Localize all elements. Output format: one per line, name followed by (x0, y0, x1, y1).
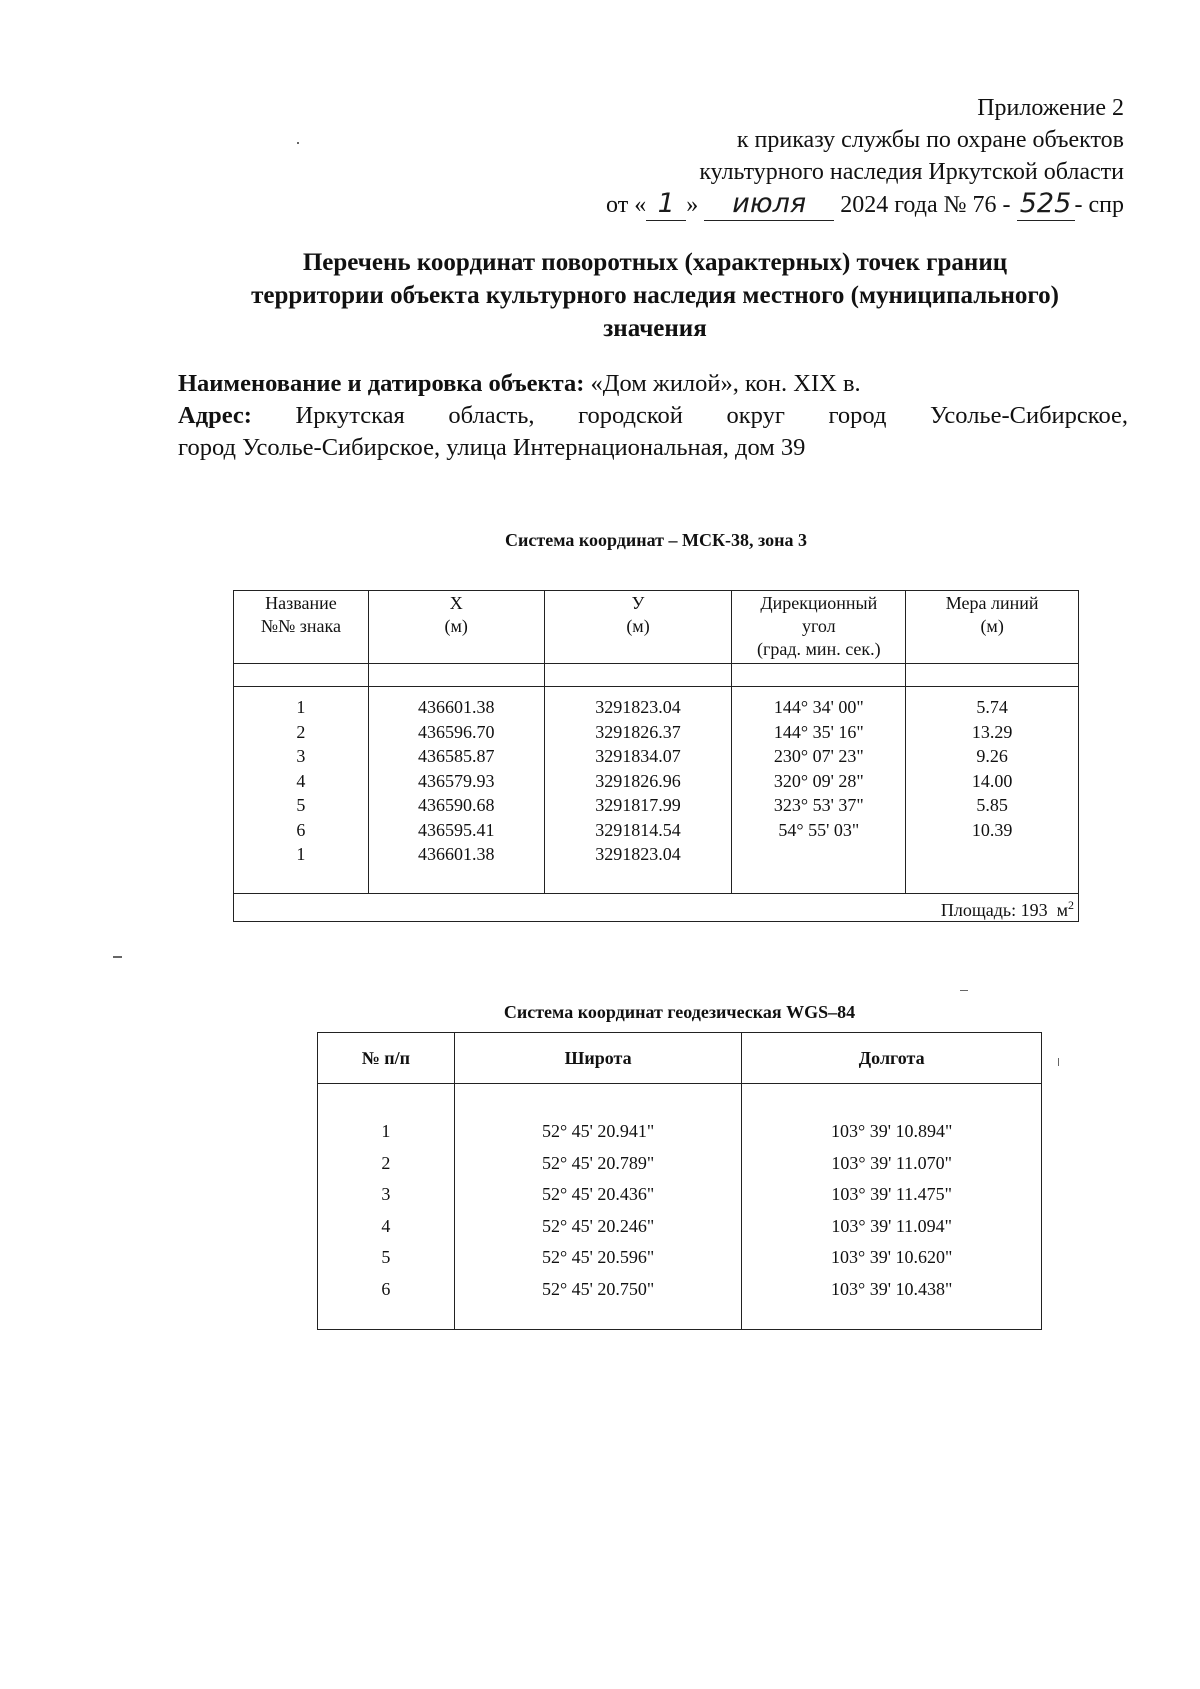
appendix-line-2: к приказу службы по охране объектов (736, 127, 1124, 153)
scan-speck (1058, 1058, 1059, 1066)
appendix-line-3: культурного наследия Иркутской области (699, 159, 1124, 185)
appendix-line-1: Приложение 2 (977, 95, 1124, 121)
table-cell: 103° 39' 11.070" (831, 1152, 952, 1173)
table-cell: 144° 35' 16" (773, 721, 864, 742)
object-name-line (178, 368, 1128, 400)
header-y-line-2: (м) (626, 616, 650, 636)
order-date-line (424, 188, 1124, 221)
table-cell: 103° 39' 11.475" (831, 1184, 952, 1204)
header-y-line-1: У (631, 593, 645, 613)
column-number (318, 1084, 455, 1330)
header-latitude: Широта (454, 1033, 742, 1084)
table-cell: 144° 34' 00" (773, 697, 864, 717)
table-cell: 52° 45' 20.750" (541, 1278, 655, 1299)
document-title (120, 246, 1190, 345)
header-angle-line-3: (град. мин. сек.) (757, 639, 881, 659)
table-cell: 436596.70 (417, 721, 495, 742)
table-cell: 10.39 (971, 819, 1013, 840)
header-longitude: Долгота (742, 1033, 1042, 1084)
table-cell: 103° 39' 10.620" (831, 1247, 953, 1267)
table-cell: 14.00 (971, 770, 1013, 791)
column-angle (732, 687, 906, 894)
date-quote-close: » (686, 192, 699, 218)
table-cell: 103° 39' 10.438" (831, 1278, 953, 1299)
column-point-numbers (234, 687, 369, 894)
msk-coordinates-table (233, 590, 1079, 922)
order-year-text: 2024 года № 76 - (840, 192, 1011, 218)
header-x (368, 591, 544, 664)
title-line-3: значения (603, 315, 707, 342)
header-name-line-2: №№ знака (260, 616, 341, 636)
scan-speck (297, 142, 299, 144)
table-cell: 52° 45' 20.596" (541, 1247, 655, 1267)
column-y (544, 687, 732, 894)
table-cell: 5 (296, 795, 306, 815)
table-cell: 436595.41 (417, 819, 495, 840)
address-label: Адрес: (178, 402, 252, 429)
table-cell: 3291823.04 (595, 697, 681, 717)
column-x (368, 687, 544, 894)
handwritten-day: 1 (646, 188, 686, 221)
wgs-table-caption: Система координат геодезическая WGS–84 (503, 1002, 856, 1022)
table-cell: 5.74 (976, 697, 1008, 717)
header-length-line-2: (м) (980, 616, 1004, 636)
table-cell: 52° 45' 20.789" (541, 1152, 655, 1173)
table-cell: 3 (381, 1184, 391, 1204)
area-cell (234, 893, 1079, 921)
table-cell: 52° 45' 20.246" (541, 1215, 655, 1236)
title-line-2: территории объекта культурного наследия местного (муниципального) (251, 282, 1059, 309)
header-length (906, 591, 1079, 664)
table-cell: 103° 39' 11.094" (831, 1215, 952, 1236)
table-cell: 3291823.04 (595, 844, 681, 864)
wgs-coordinates-table (317, 1032, 1042, 1330)
handwritten-month: июля (704, 188, 834, 221)
table-cell: 1 (296, 697, 306, 717)
address-value-1: Иркутская область, городской округ город Усолье-Сибирское, (295, 402, 1129, 429)
appendix-header (424, 92, 1124, 221)
table-header-row (318, 1033, 1042, 1084)
column-length (906, 687, 1079, 894)
order-suffix: - спр (1074, 192, 1124, 218)
address-line-2: город Усолье-Сибирское, улица Интернациональная, дом 39 (178, 434, 806, 461)
table-cell: 320° 09' 28" (773, 770, 864, 791)
table-cell: 230° 07' 23" (773, 746, 864, 766)
table-data-row (318, 1084, 1042, 1330)
handwritten-order-number: 525 (1017, 188, 1075, 221)
object-name-label: Наименование и датировка объекта: (178, 370, 585, 397)
table-cell: 13.29 (971, 721, 1013, 742)
msk-table-caption: Система координат – МСК-38, зона 3 (505, 530, 807, 550)
header-length-line-1: Мера линий (945, 593, 1039, 613)
table-cell: 3 (296, 746, 306, 766)
table-cell: 4 (296, 770, 306, 791)
table-cell: 5 (381, 1247, 391, 1267)
table-cell: 1 (381, 1121, 391, 1141)
object-info (178, 368, 1128, 464)
table-cell: 436585.87 (417, 746, 495, 766)
table-cell: 6 (296, 819, 306, 840)
area-row (234, 893, 1079, 921)
table-cell: 5.85 (976, 795, 1008, 815)
column-longitude (742, 1084, 1042, 1330)
table-cell: 2 (296, 721, 306, 742)
area-unit: м (1056, 899, 1068, 920)
table-cell: 436579.93 (417, 770, 495, 791)
table-cell: 3291834.07 (595, 746, 681, 766)
table-cell: 3291814.54 (595, 819, 681, 840)
title-line-1: Перечень координат поворотных (характерных) точек границ (302, 249, 1008, 276)
area-label: Площадь: 193 (940, 899, 1048, 920)
table-cell: 52° 45' 20.436" (541, 1184, 655, 1204)
date-prefix: от « (606, 192, 647, 218)
scan-speck (113, 956, 122, 958)
table-cell: 3291826.37 (595, 721, 681, 742)
header-angle-line-2: угол (801, 616, 836, 636)
column-latitude (454, 1084, 742, 1330)
table-cell: 54° 55' 03" (778, 819, 860, 840)
address-line-1 (178, 400, 1128, 432)
header-angle (732, 591, 906, 664)
table-cell: 1 (296, 844, 306, 864)
table-spacer-row (234, 664, 1079, 687)
table-header-row (234, 591, 1079, 664)
scan-speck (960, 990, 968, 991)
table-cell: 436601.38 (417, 844, 495, 864)
table-cell: 436601.38 (417, 697, 495, 717)
table-cell: 436590.68 (417, 795, 495, 815)
table-cell: 103° 39' 10.894" (831, 1121, 953, 1141)
table-cell: 9.26 (976, 746, 1008, 766)
object-name-value: «Дом жилой», кон. XIX в. (590, 370, 861, 397)
area-exponent: 2 (1068, 897, 1074, 912)
header-name-line-1: Название (265, 593, 337, 613)
table-cell: 3291826.96 (595, 770, 681, 791)
header-number: № п/п (318, 1033, 455, 1084)
header-angle-line-1: Дирекционный (760, 593, 878, 613)
table-cell: 4 (381, 1215, 391, 1236)
table-cell: 323° 53' 37" (773, 795, 864, 815)
table-cell: 6 (381, 1278, 391, 1299)
table-data-row (234, 687, 1079, 894)
header-x-line-2: (м) (444, 616, 468, 636)
table-cell: 3291817.99 (595, 795, 681, 815)
header-x-line-1: X (449, 593, 463, 613)
table-cell: 52° 45' 20.941" (541, 1121, 655, 1141)
table-cell: 2 (381, 1152, 391, 1173)
header-name (234, 591, 369, 664)
header-y (544, 591, 732, 664)
